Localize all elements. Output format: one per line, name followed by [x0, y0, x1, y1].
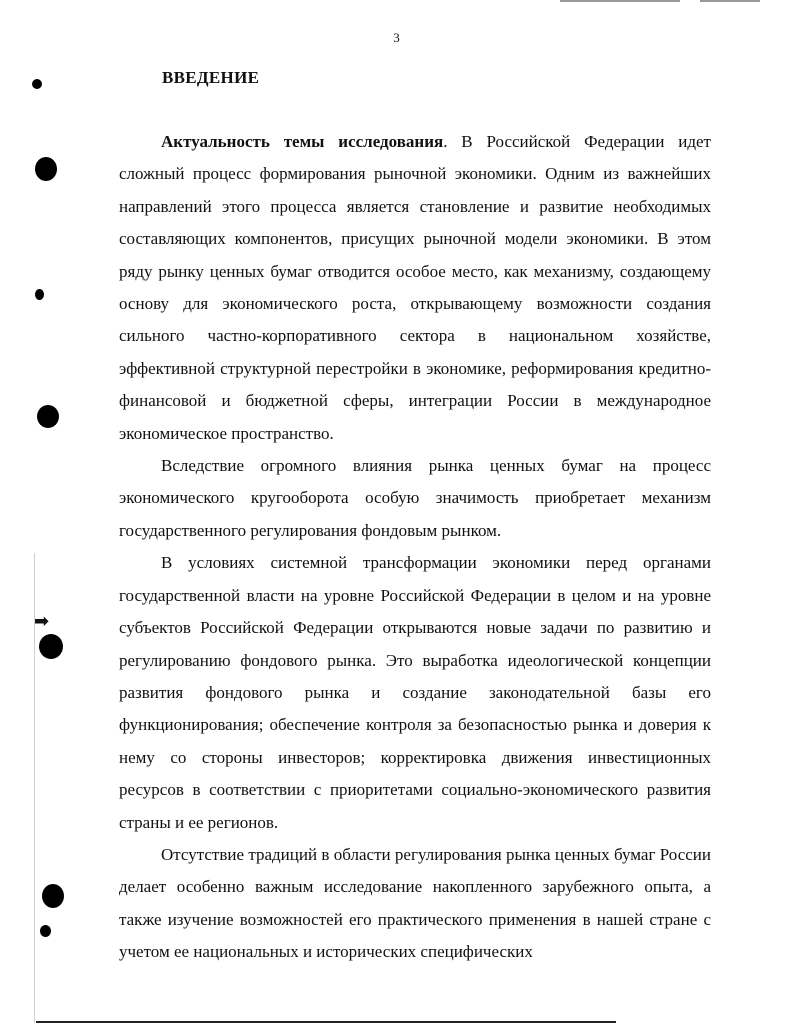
paragraph-text: Вследствие огромного влияния рынка ценных бумаг на процесс экономического кругооборота особую значимость приобретает механизм государственного регулирования фондовым рынком. [119, 456, 711, 540]
page-number: 3 [393, 30, 400, 45]
scan-artifact-top-dash-2 [700, 0, 760, 2]
paragraph-influence [119, 450, 711, 547]
paragraph-relevance [119, 126, 711, 450]
punch-hole-mark [32, 79, 42, 89]
punch-hole [35, 157, 57, 181]
punch-hole-mark [35, 289, 44, 300]
paragraph-text: В условиях системной трансформации экономики перед органами государственной власти на уровне Российской Федерации в целом и на уровне субъектов Российской Федерации открываются новые задачи по развитию и регулированию фондового рынка. Это выработка идеологической концепции развития фондового рынка и создание законодательной базы его функционирования; обеспечение контроля за безопасностью рынка и доверия к нему со стороны инвесторов; корректировка движения инвестиционных ресурсов в соответствии с приоритетами социально-экономического развития страны и ее регионов. [119, 553, 711, 832]
paragraph-text: . В Российской Федерации идет сложный процесс формирования рыночной экономики. Одним из важнейших направлений этого процесса является становление и развитие необходимых составляющих компонентов, присущих рыночной модели экономики. В этом ряду рынку ценных бумаг отводится особое место, как механизму, создающему основу для экономического роста, открывающему возможности создания сильного частно-корпоративного сектора в национальном хозяйстве, эффективной структурной перестройки в экономике, реформирования кредитно-финансовой и бюджетной сферы, интеграции России в международное экономическое пространство. [119, 132, 711, 443]
section-heading: ВВЕДЕНИЕ [162, 68, 260, 87]
paragraph-lead-bold: Актуальность темы исследования [161, 132, 444, 151]
punch-hole [37, 405, 59, 428]
document-body [119, 126, 711, 969]
scan-artifact-bottom-line [36, 1021, 616, 1023]
paragraph-text: Отсутствие традиций в области регулирования рынка ценных бумаг России делает особенно важным исследование накопленного зарубежного опыта, а также изучение возможностей его практического применения в нашей стране с учетом ее национальных и исторических специфических [119, 844, 711, 962]
punch-hole [39, 634, 63, 659]
paragraph-transformation [119, 547, 711, 839]
paragraph-traditions [119, 839, 711, 969]
punch-hole-mark [40, 925, 51, 937]
arrow-right-icon: ➡ [34, 611, 50, 632]
scan-artifact-top-dash [560, 0, 680, 2]
punch-hole [42, 884, 64, 908]
